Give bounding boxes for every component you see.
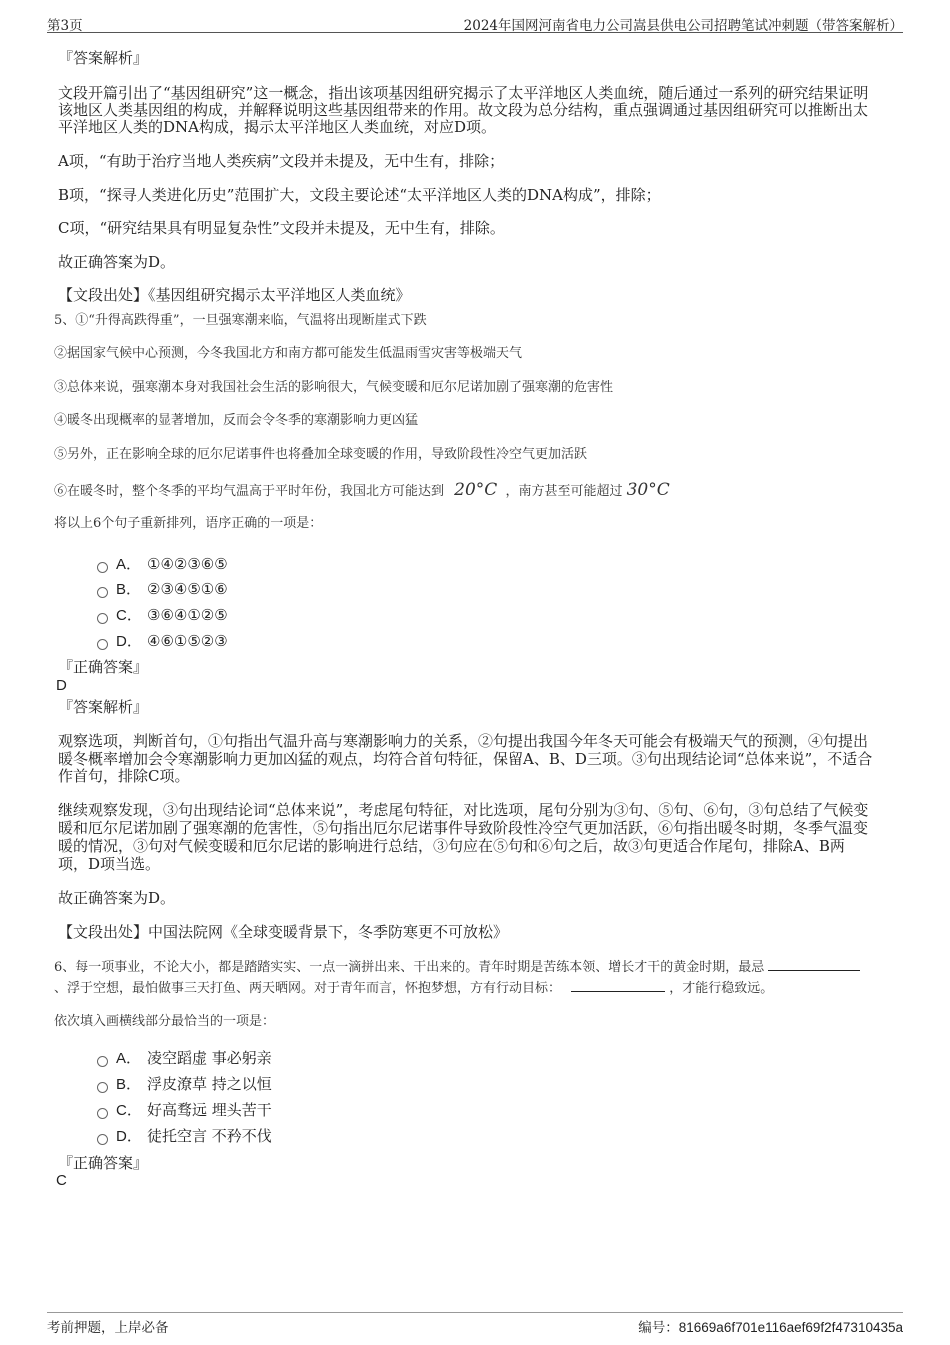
q6-answer: C (56, 1172, 67, 1189)
q5-analysis-line: 继续观察发现，③句出现结论词“总体来说”，考虑尾句特征，对比选项，尾句分别为③句、⑤句、⑥句，③句总结了气候变 (58, 801, 869, 819)
q5-option-b[interactable]: B． ②③④⑤①⑥ (97, 578, 228, 598)
radio-icon[interactable] (97, 587, 108, 598)
document-id: 编号：81669a6f701e116aef69f2f47310435a (638, 1320, 903, 1335)
q4-analysis-line: 该地区人类基因组的构成，并解释说明这些基因组带来的作用。故文段为总分结构，重点强调通过基因组研究可以推断出太 (58, 101, 869, 119)
q5-analysis-line: 项，D项当选。 (58, 855, 161, 873)
document-title: 2024年国网河南省电力公司嵩县供电公司招聘笔试冲刺题（带答案解析） (463, 18, 903, 34)
radio-icon[interactable] (97, 639, 108, 650)
page-footer (47, 1312, 903, 1336)
q6-option-c[interactable]: C． 好高骛远 埋头苦干 (97, 1099, 272, 1119)
radio-icon[interactable] (97, 1134, 108, 1145)
q5-conclusion: 故正确答案为D。 (58, 889, 176, 907)
q5-sentence-6-part-1: ⑥在暖冬时，整个冬季的平均气温高于平时年份，我国北方可能达到 (54, 484, 445, 499)
q5-answer-label: 『正确答案』 (58, 658, 149, 676)
q5-option-c[interactable]: C． ③⑥④①②⑤ (97, 604, 228, 624)
q5-analysis-label: 『答案解析』 (58, 698, 149, 716)
q5-sentence-5: ⑤另外，正在影响全球的厄尔尼诺事件也将叠加全球变暖的作用，导致阶段性冷空气更加活跃 (54, 447, 588, 462)
q5-analysis-line: 暖和厄尔尼诺加剧了强寒潮的危害性，⑤句指出厄尔尼诺事件导致阶段性冷空气更加活跃，⑥句指出暖冬时期，冬季气温变 (58, 819, 869, 837)
q6-option-b[interactable]: B． 浮皮潦草 持之以恒 (97, 1073, 272, 1093)
q4-source: 【文段出处】《基因组研究揭示太平洋地区人类血统》 (58, 286, 411, 304)
q5-sentence-2: ②据国家气候中心预测，今冬我国北方和南方都可能发生低温雨雪灾害等极端天气 (54, 346, 523, 361)
q6-stem-line-1: 6、每一项事业，不论大小，都是踏踏实实、一点一滴拼出来、干出来的。青年时期是苦练本领、增长才干的黄金时期，最忌 (54, 958, 860, 976)
radio-icon[interactable] (97, 562, 108, 573)
q4-option-c-analysis: C项，“研究结果具有明显复杂性”文段并未提及，无中生有，排除。 (58, 219, 505, 237)
radio-icon[interactable] (97, 1108, 108, 1119)
page-header (47, 12, 903, 33)
footer-slogan: 考前押题，上岸必备 (47, 1320, 169, 1336)
q5-temperature-north: 20°C (454, 480, 498, 500)
q4-option-b-analysis: B项，“探寻人类进化历史”范围扩大，文段主要论述“太平洋地区人类的DNA构成”，排除； (58, 186, 661, 204)
q6-prompt: 依次填入画横线部分最恰当的一项是： (54, 1014, 276, 1029)
q5-option-a[interactable]: A． ①④②③⑥⑤ (97, 553, 228, 573)
q6-option-a[interactable]: A． 凌空蹈虚 事必躬亲 (97, 1047, 272, 1067)
q5-temperature-south: 30°C (626, 480, 670, 500)
q5-sentence-6-part-2: ，南方甚至可能超过 (505, 484, 623, 499)
radio-icon[interactable] (97, 1082, 108, 1093)
radio-icon[interactable] (97, 613, 108, 624)
q5-analysis-line: 作首句，排除C项。 (58, 767, 190, 785)
q4-analysis-line: 文段开篇引出了“基因组研究”这一概念，指出该项基因组研究揭示了太平洋地区人类血统，随后通过一系列的研究结果证明 (58, 84, 869, 102)
radio-icon[interactable] (97, 1056, 108, 1067)
q4-analysis-line: 平洋地区人类的DNA构成，揭示太平洋地区人类血统，对应D项。 (58, 118, 497, 136)
q5-sentence-4: ④暖冬出现概率的显著增加，反而会令冬季的寒潮影响力更凶猛 (54, 413, 419, 428)
q5-answer: D (56, 677, 67, 694)
q6-answer-label: 『正确答案』 (58, 1154, 149, 1172)
fill-blank-1 (768, 958, 860, 971)
q5-prompt: 将以上6个句子重新排列，语序正确的一项是： (54, 516, 323, 531)
q5-option-d[interactable]: D． ④⑥①⑤②③ (97, 630, 228, 650)
q6-stem-line-2: 、浮于空想，最怕做事三天打鱼、两天晒网。对于青年而言，怀抱梦想，方有行动目标： ，才能行稳致远。 (54, 981, 774, 996)
q5-sentence-6 (54, 482, 670, 500)
q5-source: 【文段出处】中国法院网《全球变暖背景下，冬季防寒更不可放松》 (58, 923, 509, 941)
q5-analysis-line: 暖冬概率增加会令寒潮影响力更加凶猛的观点，均符合首句特征，保留A、B、D三项。③句出现结论词“总体来说”，不适合 (58, 750, 873, 768)
fill-blank-2 (571, 979, 665, 992)
q5-sentence-1: 5、①“升得高跌得重”，一旦强寒潮来临，气温将出现断崖式下跌 (54, 313, 427, 328)
q5-sentence-3: ③总体来说，强寒潮本身对我国社会生活的影响很大，气候变暖和厄尔尼诺加剧了强寒潮的危害性 (54, 380, 614, 395)
q4-option-a-analysis: A项，“有助于治疗当地人类疾病”文段并未提及，无中生有，排除； (58, 152, 505, 170)
q4-conclusion: 故正确答案为D。 (58, 253, 176, 271)
q6-option-d[interactable]: D． 徒托空言 不矜不伐 (97, 1125, 272, 1145)
page-number: 第3页 (47, 18, 83, 34)
q4-analysis-label: 『答案解析』 (58, 49, 149, 67)
q5-analysis-line: 观察选项，判断首句，①句指出气温升高与寒潮影响力的关系，②句提出我国今年冬天可能会有极端天气的预测，④句提出 (58, 732, 869, 750)
q5-analysis-line: 暖的情况，③句对气候变暖和厄尔尼诺的影响进行总结，③句应在⑤句和⑥句之后，故③句更适合作尾句，排除A、B两 (58, 837, 845, 855)
